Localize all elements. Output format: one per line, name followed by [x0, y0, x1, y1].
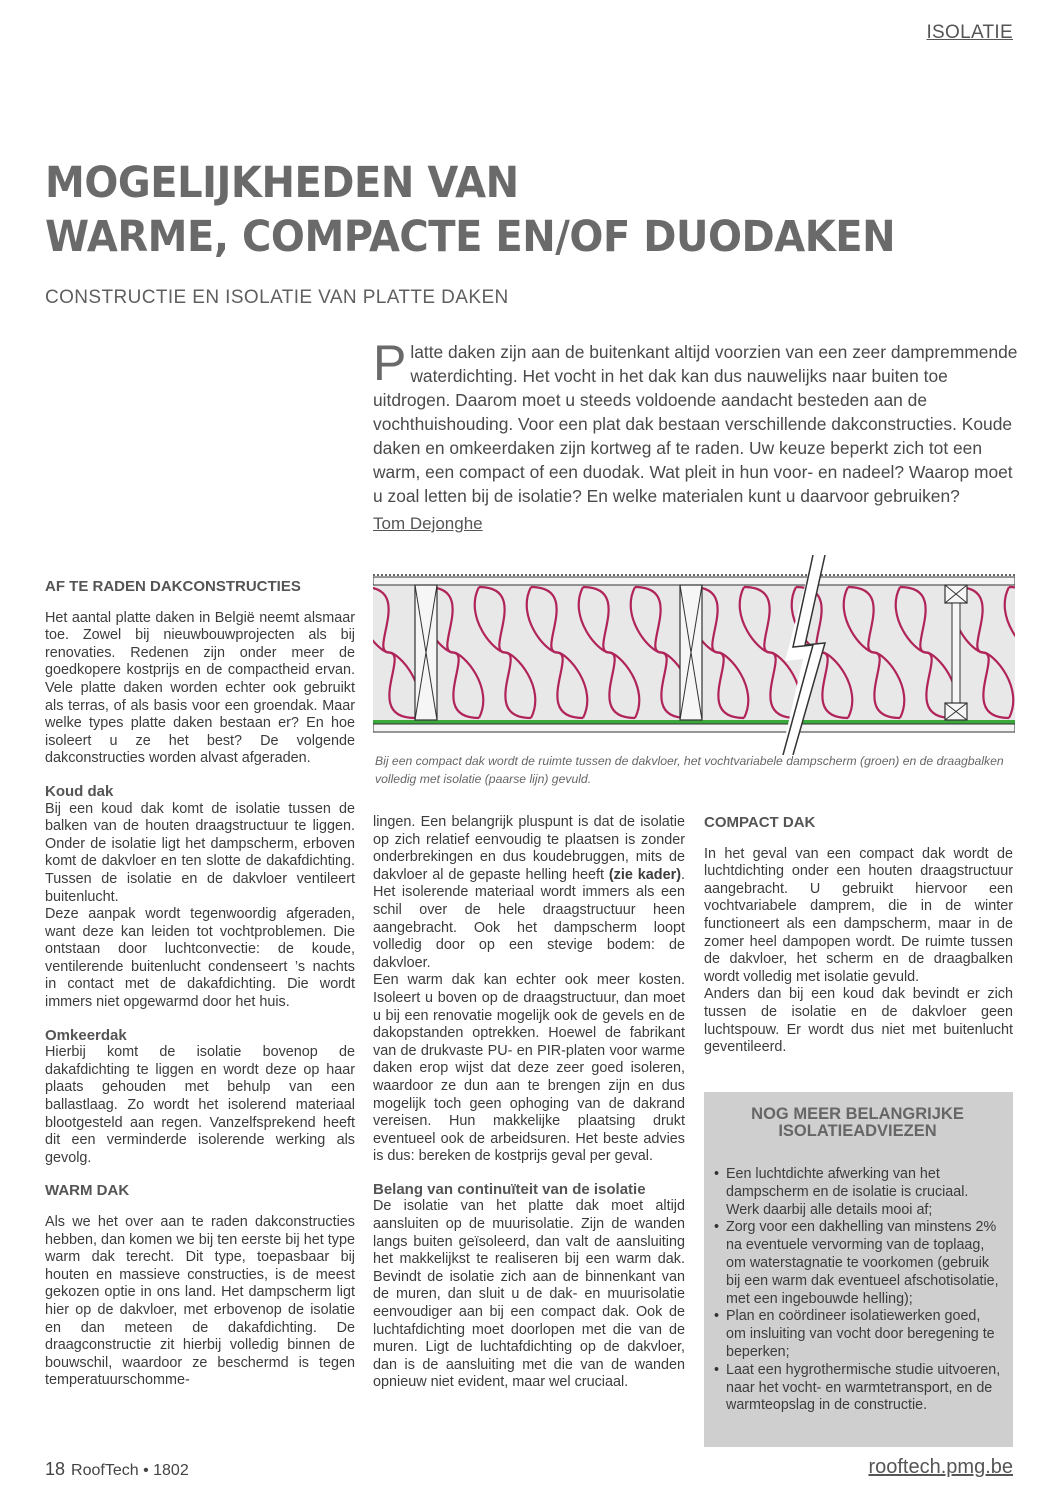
col1-intro: Het aantal platte daken in België neemt alsmaar toe. Zowel bij nieuwbouwprojecten als bij renovaties. Redenen zijn onder meer de goedkopere kostprijs en de compactheid ervan. Vele platte daken worden echter ook gebruikt als terras, of als basis voor een groendak. Maar welke types platte daken bestaan er? En hoe isoleert u ze het best? De volgende dakconstructies worden alvast afgeraden. [45, 609, 355, 767]
title-line-2: WARME, COMPACTE EN/OF DUODAKEN [45, 212, 896, 262]
magazine-issue: RoofTech • 1802 [71, 1462, 189, 1479]
article-subtitle: CONSTRUCTIE EN ISOLATIE VAN PLATTE DAKEN [45, 287, 509, 308]
heading-compact-dak: COMPACT DAK [704, 814, 816, 831]
footer-folio [45, 1459, 189, 1480]
advice-item: • Een luchtdichte afwerking van het dampscherm en de isolatie is cruciaal. Werk daarbij alle details mooi af; [714, 1166, 1001, 1219]
advice-item: • Plan en coördineer isolatiewerken goed, om insluiting van vocht door beregening te beperken; [714, 1308, 1001, 1361]
intro-text: latte daken zijn aan de buitenkant altijd voorzien van een zeer dampremmende waterdichting. Het vocht in het dak kan dus nauwelijks naar buiten toe uitdrogen. Daarom moet u steeds voldoende aandacht besteden aan de vochthuishouding. Voor een plat dak bestaan verschillende dakconstructies. Koude daken en omkeerdaken zijn kortweg af te raden. Uw keuze beperkt zich tot een warm, een compact of een duodak. Wat pleit in hun voor- en nadeel? Waarop moet u zoal letten bij de isolatie? En welke materialen kunt u daarvoor gebruiken? [373, 342, 1018, 506]
col3-p2: Anders dan bij een koud dak bevindt er zich tussen de isolatie en de dakvloer geen luchtspouw. Er wordt dus niet met buitenlucht geventileerd. [704, 986, 1013, 1056]
intro-paragraph [373, 335, 1018, 508]
col2-p1: lingen. Een belangrijk pluspunt is dat de isolatie op zich relatief eenvoudig te plaatsen is zonder onderbrekingen en dus koudebruggen, mits de dakvloer al de gepaste helling heeft (zie kader). Het isolerende materiaal wordt immers als een schil over de hele draagstructuur heen aangebracht. Ook het dampscherm loopt volledig door op een stevige bodem: de dakvloer. [373, 814, 685, 971]
col2-p2: Een warm dak kan echter ook meer kosten. Isoleert u boven op de draagstructuur, dan moet u bij een renovatie mogelijk ook de gevels en de dakopstanden optrekken. Hoewel de fabrikant van de drukvaste PU- en PIR-platen voor warme daken erop wijst dat deze zeer goed isoleren, waardoor ze dun aan te brengen zijn en dus mogelijk toch geen ophoging van de dakrand vereisen. Hun makkelijke plaatsing drukt eventueel ook de arbeidsuren. Het beste advies is dus: bereken de kostprijs geval per geval. [373, 972, 685, 1165]
figure-caption: Bij een compact dak wordt de ruimte tussen de dakvloer, het vochtvariabele dampscherm (groen) en de draagbalken volledig met isolatie (paarse lijn) gevuld. [375, 754, 1004, 786]
advice-box-title: NOG MEER BELANGRIJKE ISOLATIEADVIEZEN [751, 1105, 964, 1140]
heading-omkeerdak: Omkeerdak [45, 1026, 127, 1044]
ceiling-board [373, 724, 1015, 732]
column-2 [373, 814, 685, 1392]
advice-item: • Zorg voor een dakhelling van minstens 2% na eventuele vervorming van de toplaag, om waterstagnatie te voorkomen (gebruik bij een warm dak eventueel afschotisolatie, met een ingebouwde helling); [714, 1219, 1001, 1308]
col2-cont-p: De isolatie van het platte dak moet altijd aansluiten op de muurisolatie. Zijn de wanden langs buiten geïsoleerd, dan valt de aansluiting het makkelijkst te realiseren bij een warm dak. Bevindt de isolatie zich aan de binnenkant van de muren, dan sluit u de dak- en muurisolatie eenvoudiger aan bij een compact dak. Ook de luchtafdichting moet doorlopen met die van de muren. Ligt de luchtafdichting op de dakvloer, dan is de aansluiting met die van de wanden opnieuw niet evident, maar wel cruciaal. [373, 1198, 685, 1391]
heading-continuiteit: Belang van continuïteit van de isolatie [373, 1180, 646, 1198]
col1-warm-p: Als we het over aan te raden dakconstructies hebben, dan komen we bij ten eerste bij het type warm dak terecht. Dit type, toepasbaar bij houten en massieve constructies, is de meest gekozen optie in ons land. Het dampscherm ligt hier op de dakvloer, met erbovenop de isolatie en dan meteen de dakafdichting. De draagconstructie zit hierbij volledig binnen de bouwschil, waardoor ze beschermd is tegen temperatuurschomme- [45, 1214, 355, 1389]
column-3 [704, 814, 1013, 1057]
title-line-1: MOGELIJKHEDEN VAN [45, 158, 519, 208]
heading-koud-dak: Koud dak [45, 782, 114, 800]
box-reference: (zie kader) [608, 866, 681, 883]
advice-item: • Laat een hygrothermische studie uitvoeren, naar het vocht- en warmtetransport, en de warmteopslag in de constructie. [714, 1362, 1001, 1415]
column-1 [45, 578, 355, 1390]
advice-list [714, 1166, 1001, 1415]
col3-p1: In het geval van een compact dak wordt de luchtdichting onder een houten draagstructuur aangebracht. U gebruikt hiervoor een vochtvariabele damprem, die in de winter functioneert als een dampscherm, maar in de zomer heel dampopen wordt. De ruimte tussen de dakvloer, het scherm en de draagbalken wordt volledig met isolatie gevuld. [704, 845, 1013, 985]
advice-box [704, 1092, 1013, 1447]
page-number: 18 [45, 1459, 66, 1479]
website-link[interactable]: rooftech.pmg.be [868, 1456, 1013, 1478]
heading-af-te-raden: AF TE RADEN DAKCONSTRUCTIES [45, 578, 301, 595]
col1-koud-p1: Bij een koud dak komt de isolatie tussen de balken van de houten draagstructuur te liggen. Onder de isolatie ligt het dampscherm, erboven komt de dakvloer en ten slotte de dakafdichting. Tussen de isolatie en de dakvloer ventileert buitenlucht. [45, 800, 355, 905]
beam-middle [680, 585, 702, 720]
col1-koud-p2: Deze aanpak wordt tegenwoordig afgeraden, want deze kan leiden tot vochtproblemen. Die ontstaan door luchtconvectie: de koude, ventilerende buitenlucht condenseert ’s nachts in contact met de dakafdichting. Die wordt immers niet opgewarmd door het huis. [45, 906, 355, 1011]
roof-section-drawing [373, 555, 1015, 755]
roof-deck [373, 577, 1015, 585]
heading-warm-dak: WARM DAK [45, 1182, 130, 1200]
beam-left [415, 585, 437, 720]
col1-omkeer-p: Hierbij komt de isolatie bovenop de dakafdichting te liggen en wordt deze op haar plaats gehouden met behulp van een ballastlaag. Zo wordt het isolerend materiaal blootgesteld aan regen. Vanzelfsprekend heeft dit een verminderde isolerende werking als gevolg. [45, 1044, 355, 1166]
section-tag[interactable]: ISOLATIE [926, 22, 1013, 43]
roof-section-figure [373, 555, 1015, 755]
drop-cap: P [373, 335, 407, 391]
article-title [45, 156, 956, 264]
author-link[interactable]: Tom Dejonghe [373, 514, 483, 533]
